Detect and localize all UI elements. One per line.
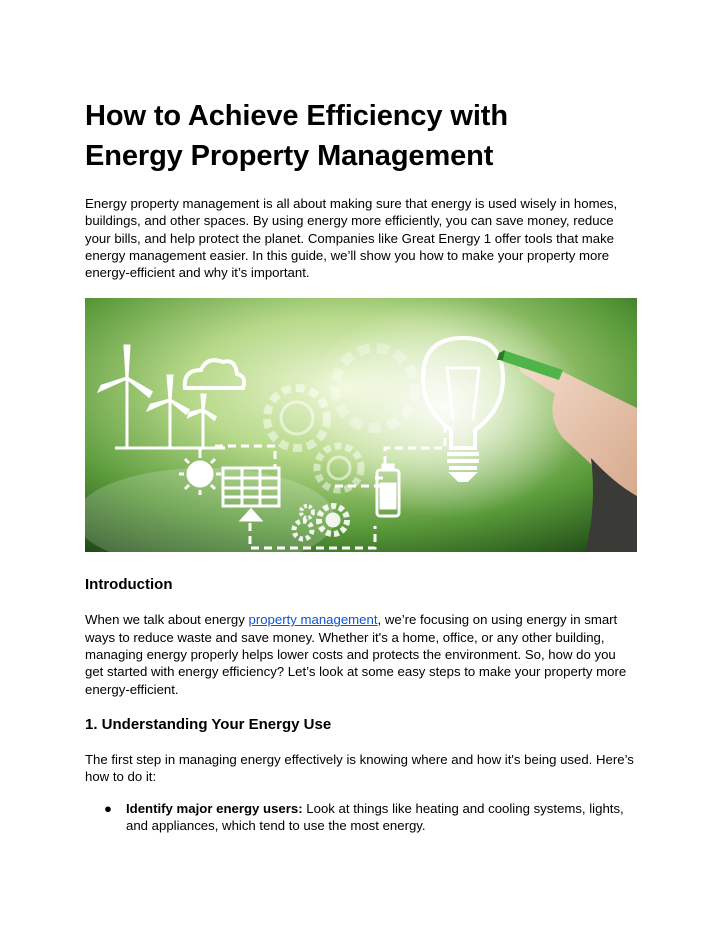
bullet-text: Look at things like heating and cooling systems, lights, and appliances, which tend to use the most energy. <box>126 800 624 833</box>
title-line-1: How to Achieve Efficiency with <box>85 100 508 132</box>
section-1-paragraph: The first step in managing energy effectively is knowing where and how it's being used. Here’s how to do it: <box>85 751 634 785</box>
document-page <box>85 96 637 834</box>
intro-paragraph: Energy property management is all about making sure that energy is used wisely in homes, buildings, and other spaces. By using energy more efficiently, you can save money, reduce your bills, and help protect the planet. Companies like Great Energy 1 offer tools that make energy management easier. In this guide, we’ll show you how to make your property more energy-efficient and why it’s important. <box>85 196 618 281</box>
introduction-text-end: , we’re focusing on using energy in smart ways to reduce waste and save money. Whether it's a home, office, or any other building, managing energy properly helps lower costs and protects the environment. So, how do you get started with energy efficiency? Let’s look at some easy steps to make your property more energy-efficient. <box>85 612 627 697</box>
bullet-marker: ● <box>104 800 112 816</box>
bullet-bold-label: Identify major energy users: <box>126 800 303 816</box>
introduction-heading: Introduction <box>85 576 173 594</box>
introduction-paragraph <box>85 611 637 697</box>
section-1-heading: 1. Understanding Your Energy Use <box>85 715 332 733</box>
bullet-list <box>85 800 637 835</box>
page-title <box>85 96 637 176</box>
hero-image <box>85 298 637 552</box>
list-item <box>85 800 637 835</box>
introduction-text-start: When we talk about energy <box>85 612 249 628</box>
property-management-link[interactable]: property management <box>248 612 378 628</box>
title-line-2: Energy Property Management <box>85 140 494 172</box>
